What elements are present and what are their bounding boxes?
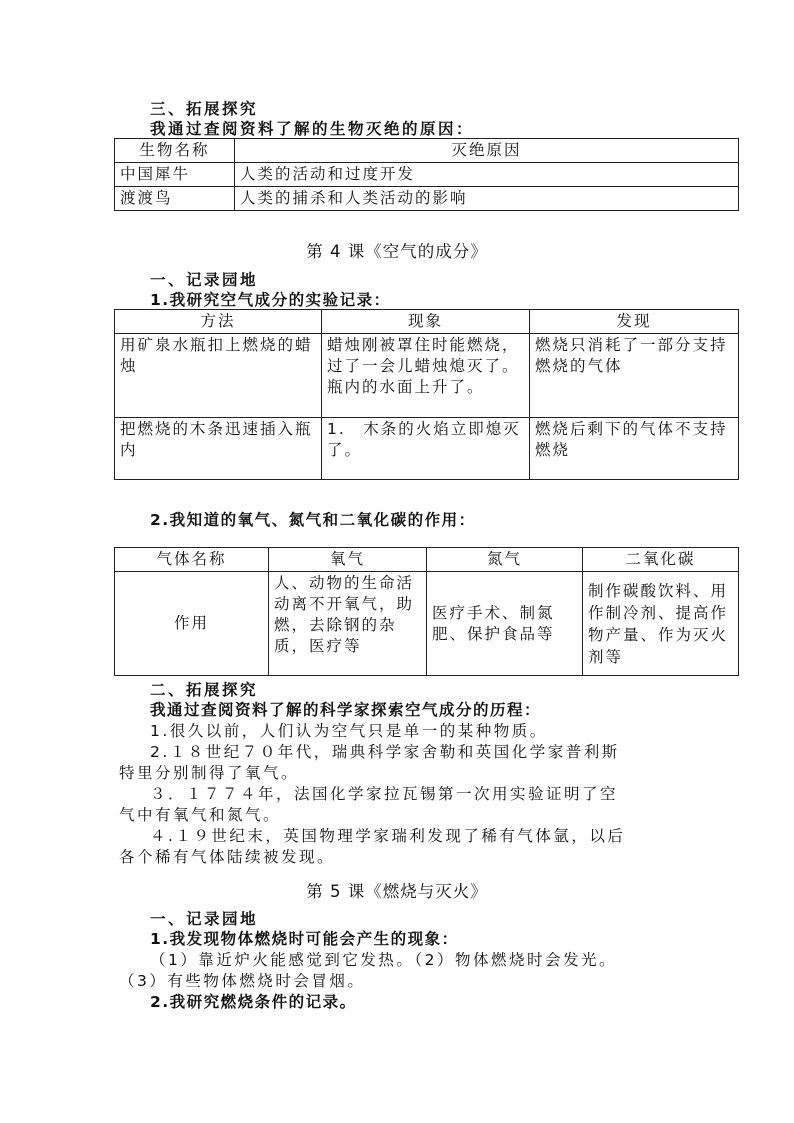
table-header: 方法 — [115, 310, 322, 334]
phenomena-line: （1）靠近炉火能感觉到它发热。（2）物体燃烧时会发光。 — [150, 951, 617, 969]
experiment-table — [114, 309, 739, 480]
lesson-title: 第 5 课《燃烧与灭火》 — [306, 882, 488, 901]
history-line: 2.１８世纪７０年代，瑞典科学家舍勒和英国化学家普利斯 — [150, 743, 620, 761]
extension-heading: 二、拓展探究 — [150, 681, 259, 699]
table-header: 二氧化碳 — [583, 548, 739, 572]
extension-intro: 我通过查阅资料了解的科学家探索空气成分的历程： — [150, 701, 542, 719]
section-intro: 我通过查阅资料了解的生物灭绝的原因： — [150, 120, 475, 138]
table-header: 发现 — [530, 310, 739, 334]
table-header: 现象 — [322, 310, 530, 334]
table-cell: 人类的捕杀和人类活动的影响 — [235, 187, 739, 211]
table-cell: 蜡烛刚被罩住时能燃烧，过了一会儿蜡烛熄灭了。瓶内的水面上升了。 — [322, 334, 530, 418]
table-cell: 人类的活动和过度开发 — [235, 163, 739, 187]
history-line: 各个稀有气体陆续被发现。 — [119, 848, 336, 866]
table-header: 氧气 — [269, 548, 427, 572]
table-header: 灭绝原因 — [235, 139, 739, 163]
table-header: 气体名称 — [115, 548, 269, 572]
record-heading: 一、记录园地 — [150, 271, 259, 289]
table-cell: 人、动物的生命活动离不开氧气，助燃，去除钢的杂质，医疗等 — [269, 572, 427, 676]
record-heading: 一、记录园地 — [150, 910, 259, 928]
question-heading: 2.我知道的氧气、氮气和二氧化碳的作用： — [150, 511, 476, 529]
history-line: ３．１７７４年，法国化学家拉瓦锡第一次用实验证明了空 — [150, 785, 619, 803]
table-cell: 把燃烧的木条迅速插入瓶内 — [115, 418, 322, 480]
question-heading: 1.我发现物体燃烧时可能会产生的现象： — [150, 930, 459, 948]
history-line: 1.很久以前，人们认为空气只是单一的某种物质。 — [150, 722, 548, 740]
table-cell: 中国犀牛 — [115, 163, 235, 187]
extinction-table — [114, 138, 739, 211]
table-cell: 制作碳酸饮料、用作制冷剂、提高作物产量、作为灭火剂等 — [583, 572, 739, 676]
table-row — [115, 418, 739, 480]
history-line: ４.１９世纪末，英国物理学家瑞利发现了稀有气体氩，以后 — [150, 827, 626, 845]
table-cell: 用矿泉水瓶扣上燃烧的蜡烛 — [115, 334, 322, 418]
table-header: 氮气 — [427, 548, 583, 572]
history-line: 特里分别制得了氧气。 — [119, 764, 300, 782]
question-heading: 1.我研究空气成分的实验记录： — [150, 291, 391, 309]
gas-table — [114, 547, 739, 676]
table-row — [115, 572, 739, 676]
lesson-title: 第 4 课《空气的成分》 — [306, 242, 488, 261]
table-cell: 燃烧后剩下的气体不支持燃烧 — [530, 418, 739, 480]
table-row — [115, 187, 739, 211]
section-heading: 三、拓展探究 — [150, 100, 259, 118]
table-cell: 1. 木条的火焰立即熄灭了。 — [322, 418, 530, 480]
row-label: 作用 — [115, 572, 269, 676]
phenomena-line: （3）有些物体燃烧时会冒烟。 — [119, 972, 366, 990]
history-line: 气中有氧气和氮气。 — [119, 806, 282, 824]
table-row — [115, 163, 739, 187]
table-cell: 医疗手术、制氮肥、保护食品等 — [427, 572, 583, 676]
question-heading: 2.我研究燃烧条件的记录。 — [150, 993, 357, 1011]
table-row — [115, 334, 739, 418]
table-cell: 燃烧只消耗了一部分支持燃烧的气体 — [530, 334, 739, 418]
table-header: 生物名称 — [115, 139, 235, 163]
table-cell: 渡渡鸟 — [115, 187, 235, 211]
